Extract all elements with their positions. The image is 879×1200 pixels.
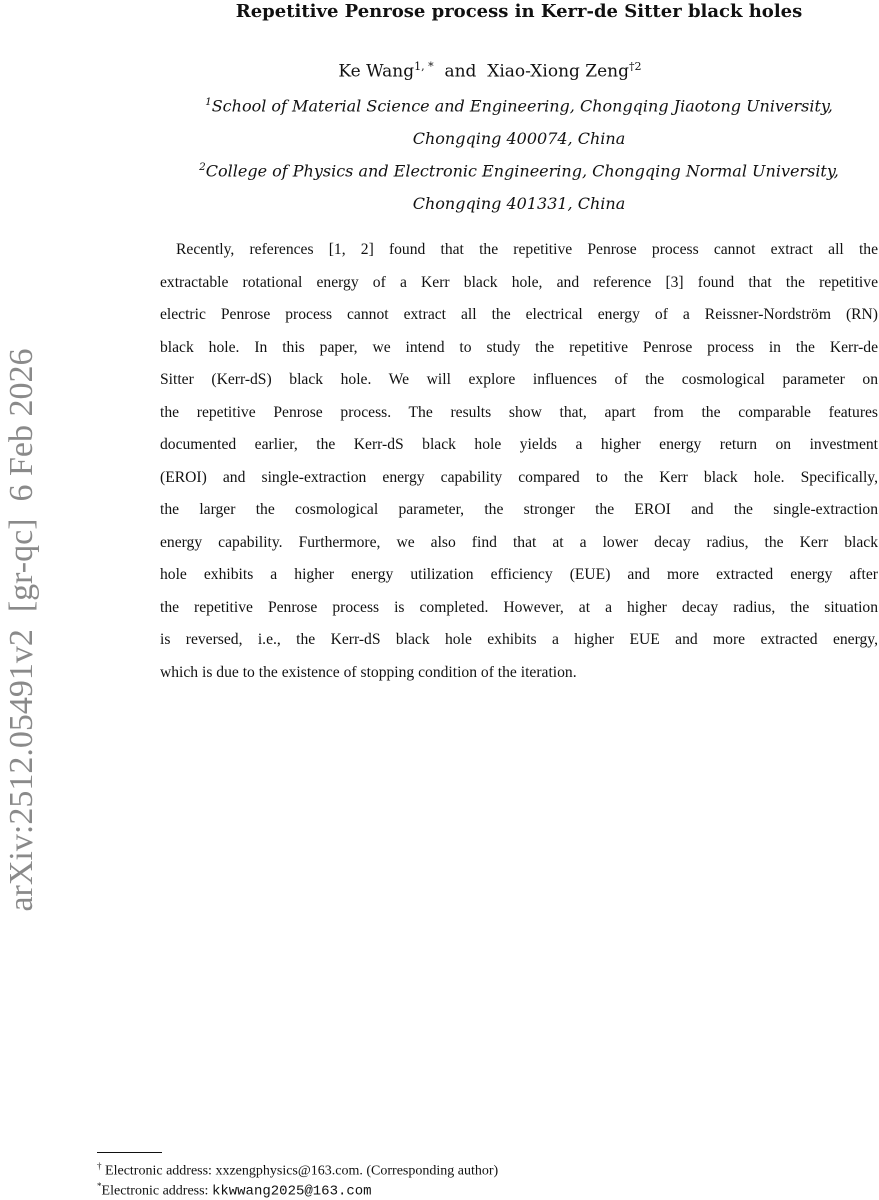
abstract-line: documented earlier, the Kerr-dS black hole yields a higher energy return on investment xyxy=(160,436,878,453)
abstract-line: Sitter (Kerr-dS) black hole. We will explore influences of the cosmological parameter on xyxy=(160,371,878,388)
affiliation-text: College of Physics and Electronic Engineering, Chongqing Normal University, xyxy=(205,161,839,181)
footnote-mark: † xyxy=(97,1161,102,1171)
abstract-line: the larger the cosmological parameter, the stronger the EROI and the single-extraction xyxy=(160,501,878,518)
abstract-line: (EROI) and single-extraction energy capability compared to the Kerr black hole. Specifically, xyxy=(160,468,878,486)
affiliation-1-city: Chongqing 400074, China xyxy=(412,129,626,148)
abstract-line: Recently, references [1, 2] found that the repetitive Penrose process cannot extract all the xyxy=(176,241,878,258)
abstract-line: the repetitive Penrose process is completed. However, at a higher decay radius, the situation xyxy=(160,598,878,616)
affiliation-text: School of Material Science and Engineering, Chongqing Jiaotong University, xyxy=(211,96,833,116)
abstract xyxy=(160,236,878,691)
abstract-line: hole exhibits a higher energy utilization efficiency (EUE) and more extracted energy after xyxy=(160,566,878,583)
footnote-email xyxy=(97,1181,372,1200)
email-address: kkwwang2025@163.com xyxy=(211,1183,372,1200)
abstract-line: extractable rotational energy of a Kerr black hole, and reference [3] found that the repetitive xyxy=(160,273,878,291)
author-mark: 1, * xyxy=(414,60,434,73)
author-name: Ke Wang xyxy=(338,61,415,82)
author-mark: †2 xyxy=(629,60,642,73)
abstract-line: electric Penrose process cannot extract all the electrical energy of a Reissner-Nordström (RN) xyxy=(160,306,878,323)
footnote-corresponding xyxy=(97,1161,498,1180)
author-name: Xiao-Xiong Zeng xyxy=(487,61,630,82)
footnote-text: Electronic address: xyxy=(101,1183,209,1199)
abstract-line: black hole. In this paper, we intend to study the repetitive Penrose process in the Kerr-de xyxy=(160,338,878,356)
abstract-line: the repetitive Penrose process. The results show that, apart from the comparable features xyxy=(160,403,878,421)
footnote-mark: * xyxy=(97,1181,102,1191)
paper-title: Repetitive Penrose process in Kerr-de Sitter black holes xyxy=(235,1,803,22)
abstract-line: is reversed, i.e., the Kerr-dS black hole exhibits a higher EUE and more extracted energy, xyxy=(160,631,878,648)
affiliation-2 xyxy=(160,161,878,180)
footnote-text: Electronic address: xxzengphysics@163.com. (Corresponding author) xyxy=(105,1163,499,1179)
author-conjunction: and xyxy=(444,61,477,82)
arxiv-stamp: arXiv:2512.05491v2 [gr-qc] 6 Feb 2026 xyxy=(3,348,40,912)
footnote-rule xyxy=(97,1152,162,1153)
affiliation-1 xyxy=(160,96,878,115)
affiliation-mark: 2 xyxy=(199,161,206,173)
author-list xyxy=(160,60,820,82)
affiliation-2-city: Chongqing 401331, China xyxy=(412,194,626,213)
abstract-line: which is due to the existence of stopping condition of the iteration. xyxy=(160,663,577,681)
affiliation-mark: 1 xyxy=(205,96,212,108)
abstract-line: energy capability. Furthermore, we also find that at a lower decay radius, the Kerr black xyxy=(160,533,878,551)
